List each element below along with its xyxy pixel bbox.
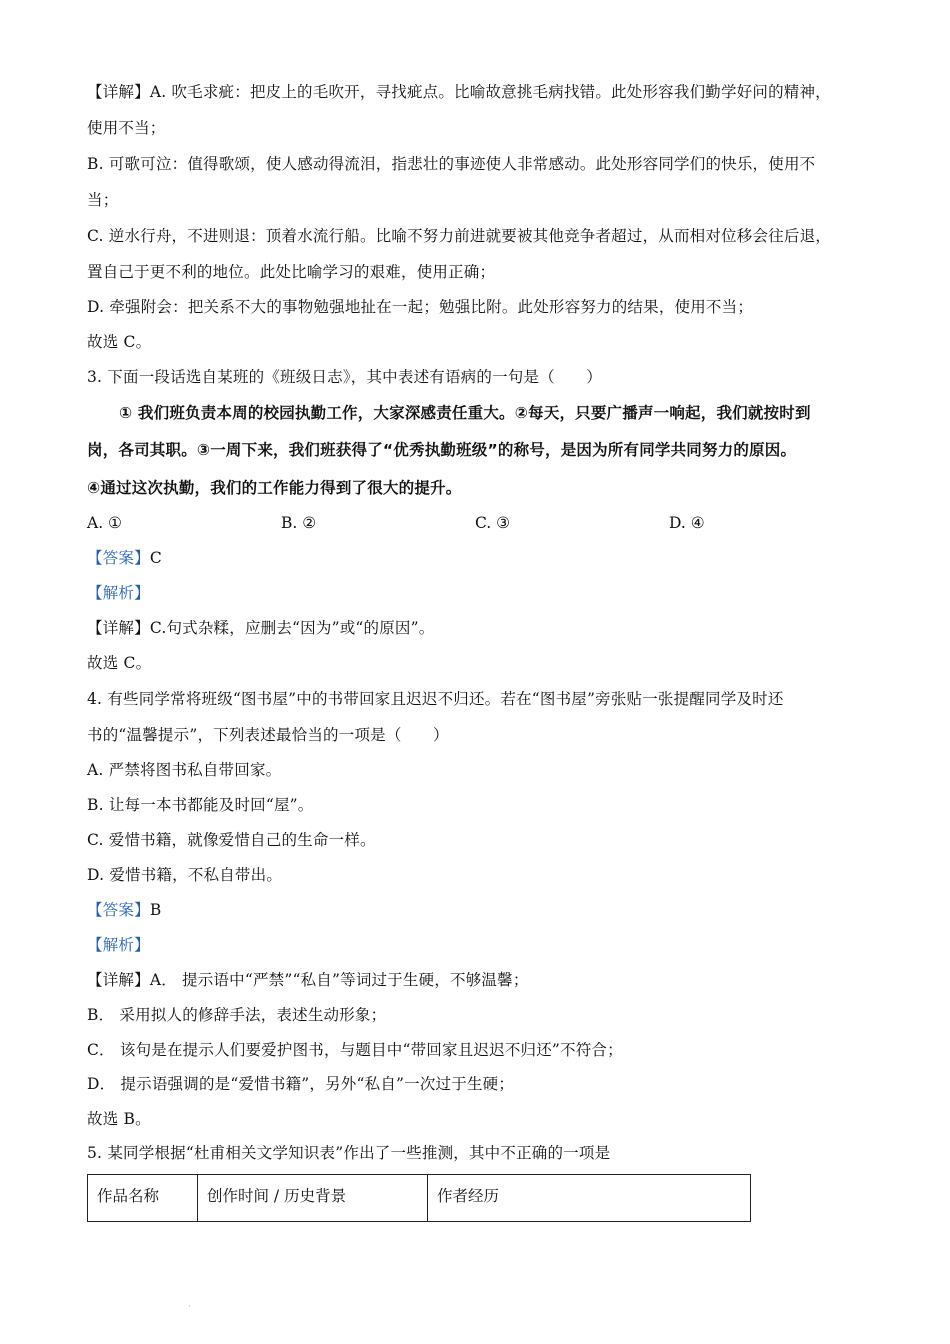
text-line: 置自己于更不利的地位。此处比喻学习的艰难，使用正确； bbox=[87, 263, 496, 281]
text-line: 当； bbox=[87, 191, 119, 209]
detail-line bbox=[87, 970, 529, 990]
detail-line bbox=[87, 618, 434, 638]
detail-label: 【详解】 bbox=[87, 619, 150, 637]
analysis-label: 【解析】 bbox=[87, 584, 150, 602]
option-a: A. ① bbox=[87, 514, 122, 532]
option-b: B. 让每一本书都能及时回“屋”。 bbox=[87, 796, 314, 814]
question-4: 4. 有些同学常将班级“图书屋”中的书带回家且迟迟不归还。若在“图书屋”旁张贴一张提醒同学及时还 bbox=[87, 690, 784, 708]
answer-value: C bbox=[149, 549, 162, 567]
page-mark: · bbox=[188, 1302, 191, 1312]
text-line: C.句式杂糅，应删去“因为”或“的原因”。 bbox=[149, 619, 435, 637]
detail-label: 【详解】 bbox=[87, 83, 150, 101]
option-c: C. 爱惜书籍，就像爱惜自己的生命一样。 bbox=[87, 831, 376, 849]
answer-line bbox=[87, 548, 162, 568]
passage-line: 岗，各司其职。③一周下来，我们班获得了“优秀执勤班级”的称号，是因为所有同学共同努力的原因。 bbox=[87, 441, 797, 459]
detail-line bbox=[87, 82, 831, 102]
text-line: B. 可歌可泣：值得歌颂，使人感动得流泪，指悲壮的事迹使人非常感动。此处形容同学们的快乐，使用不 bbox=[87, 155, 816, 173]
text-line: C． 该句是在提示人们要爱护图书，与题目中“带回家且迟迟不归还”不符合； bbox=[87, 1041, 623, 1059]
text-line: A． 提示语中“严禁”“私自”等词过于生硬，不够温馨； bbox=[149, 971, 529, 989]
text-line: D. 牵强附会：把关系不大的事物勉强地扯在一起；勉强比附。此处形容努力的结果，使用不当； bbox=[87, 298, 754, 316]
option-b: B. ② bbox=[281, 514, 317, 532]
answer-value: B bbox=[149, 901, 162, 919]
answer-label: 【答案】 bbox=[87, 901, 150, 919]
table-header-cell: 作品名称 bbox=[88, 1175, 198, 1222]
question-3: 3. 下面一段话选自某班的《班级日志》，其中表述有语病的一句是（ ） bbox=[87, 368, 602, 386]
text-line: B． 采用拟人的修辞手法，表述生动形象； bbox=[87, 1006, 387, 1024]
table-header-cell: 作者经历 bbox=[428, 1175, 751, 1222]
text-line: 书的“温馨提示”，下列表述最恰当的一项是（ ） bbox=[87, 726, 449, 744]
option-d: D. ④ bbox=[669, 514, 705, 532]
analysis-label: 【解析】 bbox=[87, 936, 150, 954]
option-d: D. 爱惜书籍，不私自带出。 bbox=[87, 866, 283, 884]
table-header-row bbox=[88, 1175, 751, 1222]
option-a: A. 严禁将图书私自带回家。 bbox=[87, 761, 282, 779]
text-line: 故选 B。 bbox=[87, 1110, 151, 1128]
detail-label: 【详解】 bbox=[87, 971, 150, 989]
answer-label: 【答案】 bbox=[87, 549, 150, 567]
knowledge-table bbox=[87, 1174, 751, 1222]
text-line: 使用不当； bbox=[87, 119, 166, 137]
table-header-cell: 创作时间 / 历史背景 bbox=[198, 1175, 428, 1222]
text-line: 故选 C。 bbox=[87, 333, 152, 351]
passage-line: ① 我们班负责本周的校园执勤工作，大家深感责任重大。②每天，只要广播声一响起，我们就按时到 bbox=[119, 404, 811, 422]
option-c: C. ③ bbox=[475, 514, 511, 532]
text-line: A. 吹毛求疵：把皮上的毛吹开，寻找疵点。比喻故意挑毛病找错。此处形容我们勤学好问的精神， bbox=[149, 83, 831, 101]
passage-line: ④通过这次执勤，我们的工作能力得到了很大的提升。 bbox=[87, 479, 462, 497]
text-line: D． 提示语强调的是“爱惜书籍”，另外“私自”一次过于生硬； bbox=[87, 1075, 515, 1093]
text-line: C. 逆水行舟，不进则退：顶着水流行船。比喻不努力前进就要被其他竞争者超过，从而相对位移会往后退， bbox=[87, 227, 831, 245]
question-5: 5. 某同学根据“杜甫相关文学知识表”作出了一些推测，其中不正确的一项是 bbox=[87, 1144, 611, 1162]
text-line: 故选 C。 bbox=[87, 654, 152, 672]
answer-line bbox=[87, 900, 161, 920]
